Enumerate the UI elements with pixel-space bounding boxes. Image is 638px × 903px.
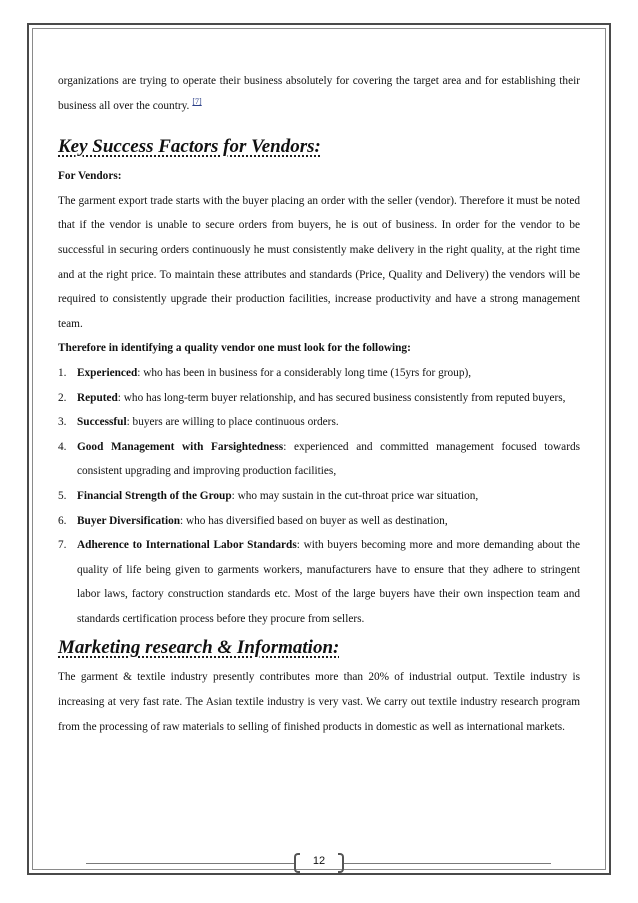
- list-desc: : who has been in business for a considerably long time (15yrs for group),: [137, 366, 472, 379]
- list-item: [58, 361, 580, 386]
- section-heading-key-success: Key Success Factors for Vendors:: [58, 136, 321, 158]
- page-number: 12: [312, 855, 326, 867]
- list-item: [58, 386, 580, 411]
- list-term: Successful: [77, 416, 127, 429]
- list-number: 6.: [58, 514, 67, 527]
- list-item-text: [77, 533, 580, 631]
- vendors-paragraph: The garment export trade starts with the buyer placing an order with the seller (vendor). Therefore it must be noted that if the vendor is unable to secure orders from buyers, he is out of business. In order for the vendor to be successful in securing orders continuously he must consistently make delivery in the right quality, at the right time and at the right price. To maintain these attributes and standards (Price, Quality and Delivery) the vendors will be required to consistently upgrade their production facilities, increase productivity and have a strong management team.: [58, 194, 580, 330]
- list-item: [58, 509, 580, 534]
- list-desc: : buyers are willing to place continuous orders.: [126, 416, 339, 429]
- intro-text: organizations are trying to operate their business absolutely for covering the target area and for establishing their business all over the country.: [58, 75, 580, 112]
- list-item: [58, 533, 580, 631]
- list-term: Adherence to International Labor Standards: [77, 539, 297, 552]
- list-number: 7.: [58, 539, 67, 552]
- intro-paragraph: [58, 69, 580, 118]
- list-desc: : who has long-term buyer relationship, and has secured business consistently from reputed buyers,: [117, 391, 566, 404]
- vendor-criteria-list: [58, 361, 580, 632]
- list-item: [58, 410, 580, 435]
- subheading-for-vendors: For Vendors:: [58, 170, 122, 183]
- footer-rule-left: [86, 863, 294, 864]
- list-term: Reputed: [77, 391, 118, 404]
- list-term: Buyer Diversification: [77, 514, 181, 527]
- list-item-text: [77, 410, 580, 435]
- list-desc: : who has diversified based on buyer as well as destination,: [180, 514, 448, 527]
- footer-rule-right: [344, 863, 551, 864]
- list-number: 1.: [58, 366, 67, 379]
- list-number: 5.: [58, 489, 67, 502]
- list-item-text: [77, 361, 580, 386]
- list-number: 4.: [58, 440, 67, 453]
- list-desc: : with buyers becoming more and more demanding about the quality of life being given to garments workers, manufacturers have to ensure that they adhere to stringent labor laws, factory construction standards etc. Most of the large buyers have their own inspection team and standards certification process before they procure from sellers.: [77, 539, 581, 625]
- list-item-text: [77, 509, 580, 534]
- list-item-text: [77, 435, 580, 484]
- reference-link[interactable]: [7]: [192, 96, 202, 106]
- list-term: Experienced: [77, 366, 138, 379]
- list-item: [58, 435, 580, 484]
- list-item: [58, 484, 580, 509]
- list-number: 3.: [58, 416, 67, 429]
- section-heading-marketing-research: Marketing research & Information:: [58, 637, 340, 659]
- list-number: 2.: [58, 391, 67, 404]
- list-term: Good Management with Farsightedness: [77, 440, 284, 453]
- list-item-text: [77, 484, 580, 509]
- page-footer: [0, 851, 638, 875]
- list-desc: : experienced and committed management focused towards consistent upgrading and improving production facilities,: [77, 440, 581, 478]
- list-item-text: [77, 386, 580, 411]
- page-content: [58, 69, 580, 739]
- list-term: Financial Strength of the Group: [77, 489, 232, 502]
- list-desc: : who may sustain in the cut-throat price war situation,: [231, 489, 479, 502]
- list-intro: Therefore in identifying a quality vendor one must look for the following:: [58, 342, 411, 355]
- marketing-paragraph: The garment & textile industry presently contributes more than 20% of industrial output. Textile industry is increasing at very fast rate. The Asian textile industry is very vast. We carry out textile industry research program from the processing of raw materials to selling of finished products in domestic as well as international markets.: [58, 671, 580, 733]
